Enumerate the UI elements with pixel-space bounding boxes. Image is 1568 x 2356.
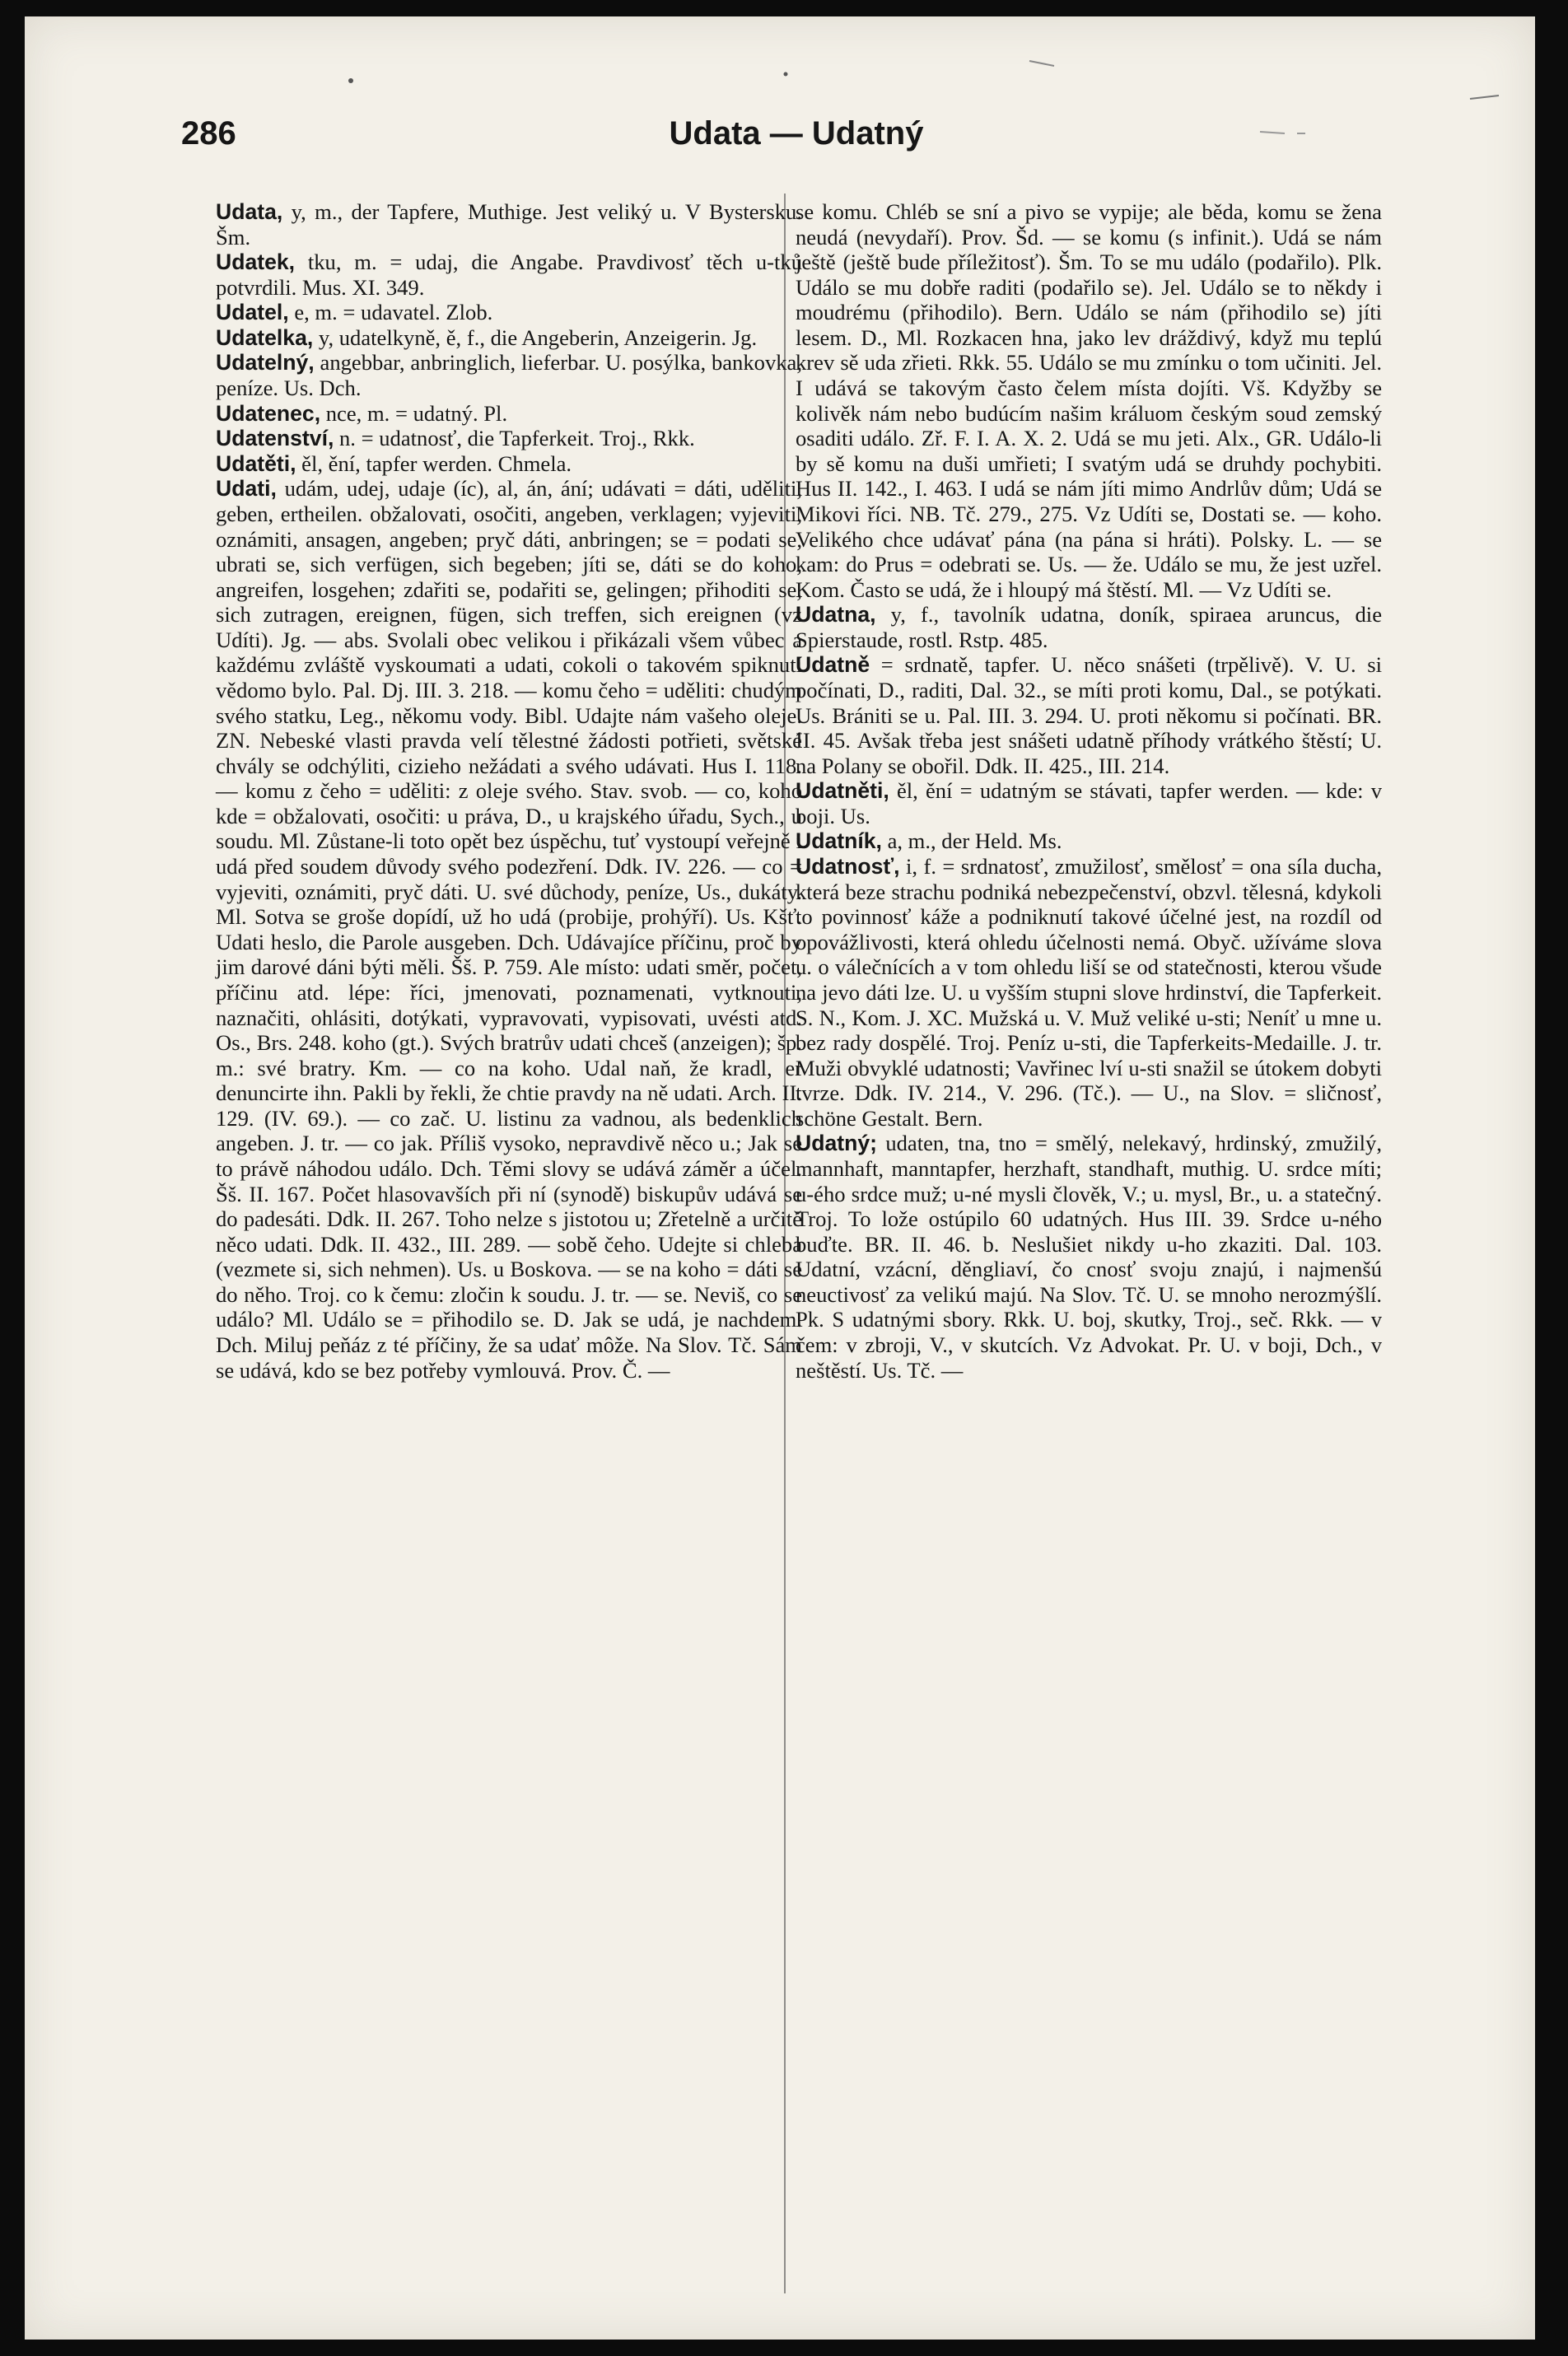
dictionary-entry	[796, 199, 1382, 602]
entry-text: udám, udej, udaje (íc), al, án, ání; udávati = dáti, uděliti, geben, ertheilen. obžalovati, osočiti, angeben, verklagen; vyjeviti, oznámiti, ansagen, angeben; pryč dáti, anbringen; se = podati se, ubrati se, sich verfügen, sich begeben; jíti se, dáti se do koho, angreifen, losgehen; zdařiti se, podařiti se, gelingen; přihoditi se, sich zutragen, ereignen, fügen, sich treffen, sich ereignen (vz Udíti). Jg. — abs. Svolali obec velikou i přikázali všem vůbec a každému zvláště vyskoumati a udati, cokoli o takovém spiknutí vědomo bylo. Pal. Dj. III. 3. 218. — komu čeho = uděliti: chudým svého statku, Leg., někomu vody. Bibl. Udajte nám vašeho oleje. ZN. Nebeské vlasti pravda velí tělestné žádosti potřieti, světské chvály se odchýliti, cizieho nežádati a svého udávati. Hus I. 118. — komu z čeho = uděliti: z oleje svého. Stav. svob. — co, koho kde = obžalovati, osočiti: u práva, D., u krajského úřadu, Sych., u soudu. Ml. Zůstane-li toto opět bez úspěchu, tuť vystoupí veřejně i udá před soudem důvody svého podezření. Ddk. IV. 226. — co = vyjeviti, oznámiti, pryč dáti. U. své důchody, peníze, Us., dukáty. Ml. Sotva se grošе dopídí, už ho udá (probije, prohýří). Us. Kšť. Udati heslo, die Parole ausgeben. Dch. Udávajíce příčinu, proč by jim darové dáni býti měli. Šš. P. 759. Ale místo: udati směr, počet, příčinu atd. lépe: říci, jmenovati, poznamenati, vytknouti, naznačiti, ohlásiti, dotýkati, vypravovati, vypisovati, uvésti atd. Os., Brs. 248. koho (gt.). Svých bratrův udati chceš (anzeigen); šp. m.: své bratry. Km. — co na koho. Udal naň, že kradl, er denuncirte ihn. Pakli by řekli, že chtie pravdy na ně udati. Arch. II. 129. (IV. 69.). — co zač. U. listinu za vadnou, als bedenklich angeben. J. tr. — co jak. Příliš vysoko, nepravdivě něco u.; Jak se to právě náhodou událo. Dch. Těmi slovy se udává záměr a účel. Šš. II. 167. Počet hlasovavších při ní (synodě) biskupův udává se do padesáti. Ddk. II. 267. Toho nelze s jistotou u; Zřetelně a určitě něco udati. Ddk. II. 432., III. 289. — sobě čeho. Udejte si chleba (vezmete si, sich nehmen). Us. u Boskova. — se na koho = dáti se do něho. Troj. co k čemu: zločin k soudu. J. tr. — se. Neviš, co se událo? Ml. Událo se = přihodilo se. D. Jak se udá, je nachdem. Dch. Miluj peňáz z té příčiny, že sa udať môže. Na Slov. Tč. Sám se udává, kdo se bez potřeby vymlouvá. Prov. Č. —	[216, 476, 802, 1383]
entry-headword: Udatelný,	[216, 350, 315, 376]
dictionary-entry	[796, 602, 1382, 652]
entry-headword: Udata,	[216, 199, 283, 224]
entry-headword: Udati,	[216, 476, 277, 502]
entry-text: y, udatelkyně, ě, f., die Angeberin, Anzeigerin. Jg.	[313, 324, 758, 350]
entry-headword: Udatna,	[796, 602, 876, 627]
running-head: Udata — Udatný	[669, 115, 924, 152]
entry-headword: Udatelka,	[216, 324, 314, 350]
dictionary-entry	[796, 652, 1382, 778]
page-number: 286	[181, 115, 236, 152]
entry-text: nce, m. = udatný. Pl.	[320, 400, 508, 426]
dictionary-entry	[216, 250, 802, 300]
dictionary-entry	[216, 401, 802, 427]
dictionary-entry	[216, 199, 802, 250]
dictionary-entry	[216, 451, 802, 477]
entry-headword: Udatník,	[796, 828, 882, 854]
entry-headword: Udatek,	[216, 250, 296, 275]
entry-headword: Udatný;	[796, 1131, 877, 1156]
dictionary-entry	[796, 828, 1382, 854]
entry-text: se komu. Chléb se sní a pivo se vypije; ale běda, komu se žena neudá (nevydaří). Prov. Šd. — se komu (s infinit.). Udá se nám ještě (ještě bude příležitosť). Šm. To se mu událo (podařilo). Plk. Událo se mu dobře raditi (podařilo se). Jel. Událo se to někdy i moudrému (přihodilo). Bern. Událo se nám (přihodilo se) jíti lesem. D., Ml. Rozkacen hna, jako lev dráždivý, když mu teplú krev sě uda zřieti. Rkk. 55. Událo se mu zmínku o tom učiniti. Jel. I udává se takovým často čelem místa dojíti. Vš. Kdyžby se kolivěk nám nebo budúcím našim králuom českým soud zemský osaditi událo. Zř. F. I. A. X. 2. Udá se mu jeti. Alx., GR. Událo-li by sě komu na duši umřieti; I svatým udá se druhdy pochybiti. Hus II. 142., I. 463. I udá se nám jíti mimo Andrlův dům; Udá se Mikovi říci. NB. Tč. 279., 275. Vz Udíti se, Dostati se. — koho. Velikého chce udávať pána (na pána si hráti). Polsky. L. — se kam: do Prus = odebrati se. Us. — že. Událo se mu, že jest uzřel. Kom. Často se udá, že i hloupý má štěstí. Ml. — Vz Udíti se.	[796, 199, 1382, 602]
left-column	[216, 199, 802, 1383]
dictionary-entry	[796, 854, 1382, 1131]
dictionary-entry	[216, 476, 802, 1383]
dictionary-entry	[796, 778, 1382, 828]
entry-text: n. = udatnosť, die Tapferkeit. Troj., Rkk.	[334, 426, 695, 451]
entry-headword: Udatenství,	[216, 426, 334, 451]
entry-text: = srdnatě, tapfer. U. něco snášeti (trpělivě). V. U. si počínati, D., raditi, Dal. 32., se míti proti komu, Dal., se potýkati. Us. Brániti se u. Pal. III. 3. 294. U. proti někomu si počínati. BR. II. 45. Avšak třeba jest snášeti udatně příhody vrátkého štěstí; U. na Polany se obořil. Ddk. II. 425., III. 214.	[796, 652, 1382, 778]
entry-text: e, m. = udavatel. Zlob.	[288, 300, 493, 325]
entry-text: i, f. = srdnatosť, zmužilosť, smělosť = ona síla ducha, která beze strachu podniká nebezpečenství, obzvl. tělesná, kdykoli to povinnosť káže a podniknutí takové účelné jest, na rozdíl od opovážlivosti, která ohledu účelnosti nemá. Obyč. užíváme slova u. o válečnících a v tom ohledu liší se od statečnosti, kterou všude na jevo dáti lze. U. u vyšším stupni slove hrdinství, die Tapferkeit. S. N., Kom. J. XC. Mužská u. V. Muž veliké u-sti; Neníť u mne u. bez rady dospělé. Troj. Peníz u-sti, die Tapferkeits-Medaille. J. tr. Muži obvyklé udatnosti; Vavřinec lví u-sti snažil se útokem dobyti tvrze. Ddk. IV. 214., V. 296. (Tč.). — U., na Slov. = sličnosť, schöne Gestalt. Bern.	[796, 854, 1382, 1131]
entry-text: angebbar, anbringlich, lieferbar. U. posýlka, bankovka, peníze. Us. Dch.	[216, 350, 802, 401]
entry-text: y, f., tavolník udatna, doník, spiraea aruncus, die Spierstaude, rostl. Rstp. 485.	[796, 602, 1382, 652]
entry-text: ěl, ění, tapfer werden. Chmela.	[296, 450, 572, 476]
dictionary-entry	[216, 426, 802, 451]
right-column	[796, 199, 1382, 1383]
entry-headword: Udatně	[796, 652, 870, 678]
entry-text: a, m., der Held. Ms.	[881, 828, 1062, 854]
entry-headword: Udatenec,	[216, 400, 321, 426]
entry-headword: Udatel,	[216, 300, 289, 325]
page-header	[181, 115, 1412, 165]
dictionary-entry	[796, 1131, 1382, 1383]
entry-text: ěl, ění = udatným se stávati, tapfer werden. — kde: v boji. Us.	[796, 778, 1382, 828]
entry-headword: Udatněti,	[796, 778, 889, 804]
entry-headword: Udatnosť,	[796, 854, 900, 879]
dictionary-entry	[216, 350, 802, 400]
dictionary-page	[25, 16, 1535, 2340]
entry-text: y, m., der Tapfere, Muthige. Jest veliký u. V Bystersku. Šm.	[216, 199, 802, 250]
entry-text: tku, m. = udaj, die Angabe. Pravdivosť těch u-tků potvrdili. Mus. XI. 349.	[216, 250, 802, 300]
dictionary-entry	[216, 300, 802, 325]
entry-headword: Udatěti,	[216, 450, 296, 476]
dictionary-entry	[216, 325, 802, 351]
entry-text: udaten, tna, tno = smělý, nelekavý, hrdinský, zmužilý, mannhaft, manntapfer, herzhaft, standhaft, muthig. U. srdce míti; u-ého srdce muž; u-né mysli člověk, V.; u. mysl, Br., u. a statečný. Troj. To lože ostúpilo 60 udatných. Hus III. 39. Srdce u-ného buďte. BR. II. 46. b. Neslušiet nikdy u-ho zkaziti. Dal. 103. Udatní, vzácní, děngliaví, čo cnosť svoju znajú, i najmenšú neuctivosť za velikú majú. Na Slov. Tč. U. se mnoho nerozmýšlí. Pk. S udatnými sbory. Rkk. U. boj, skutky, Troj., seč. Rkk. — v čem: v zbroji, V., v skutcích. Vz Advokat. Pr. U. v boji, Dch., v neštěstí. Us. Tč. —	[796, 1131, 1382, 1383]
